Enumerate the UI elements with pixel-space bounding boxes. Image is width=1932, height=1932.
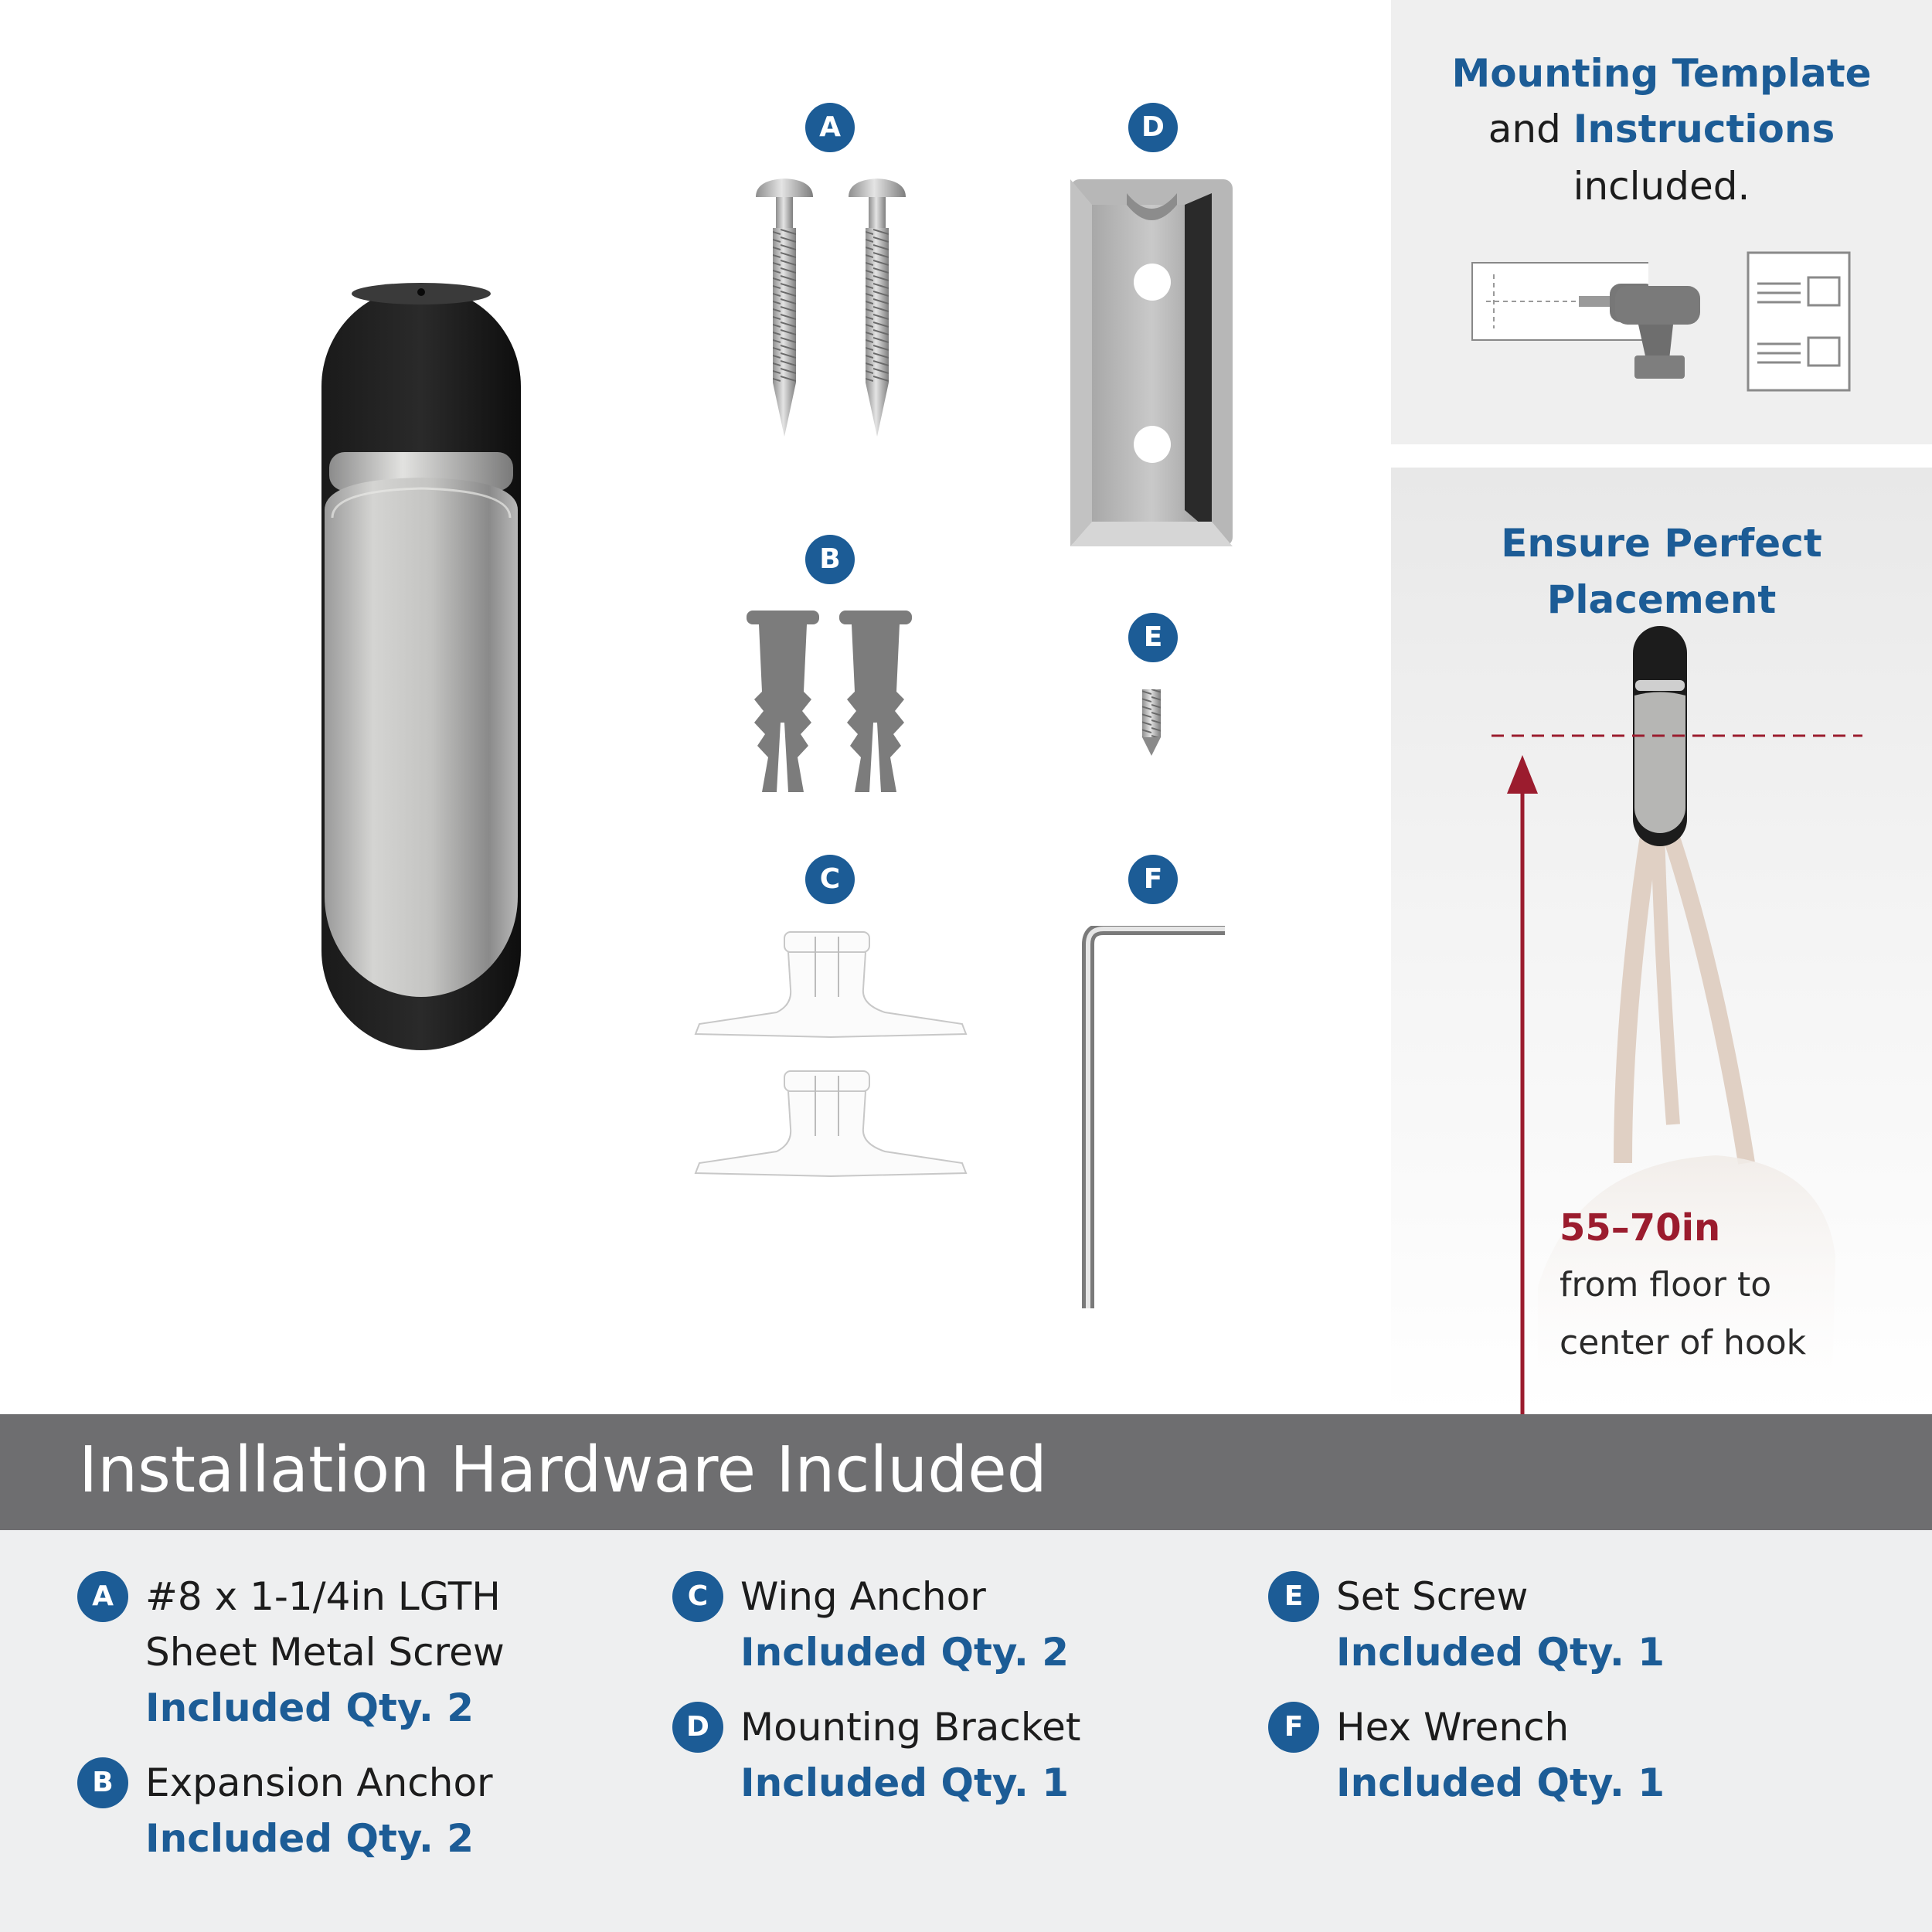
legend-badge-a: A xyxy=(77,1571,128,1622)
placement-title-line2: Placement xyxy=(1546,577,1777,622)
expansion-anchor-image xyxy=(742,607,920,796)
legend-e-line1: Set Screw xyxy=(1336,1574,1529,1619)
sheet-metal-screw-image xyxy=(750,174,912,444)
template-title-line2 xyxy=(1391,101,1932,158)
badge-b: B xyxy=(805,535,855,584)
banner-title: Installation Hardware Included xyxy=(79,1434,1047,1507)
legend-f-qty: Included Qty. 1 xyxy=(1336,1760,1665,1805)
legend-b-line1: Expansion Anchor xyxy=(145,1760,493,1805)
legend-c-line1: Wing Anchor xyxy=(740,1574,986,1619)
legend-badge-d: D xyxy=(672,1702,723,1753)
set-screw-image xyxy=(1136,688,1167,757)
legend-c-qty: Included Qty. 2 xyxy=(740,1630,1070,1675)
legend-a-qty: Included Qty. 2 xyxy=(145,1685,474,1730)
coat-hook-product-image xyxy=(309,278,533,1066)
hex-wrench-image xyxy=(1082,926,1225,1312)
placement-title-line1: Ensure Perfect xyxy=(1501,521,1822,566)
legend-badge-e: E xyxy=(1268,1571,1319,1622)
legend-f-line1: Hex Wrench xyxy=(1336,1705,1570,1750)
placement-height-value: 55–70in xyxy=(1560,1206,1721,1250)
legend-item-e xyxy=(1336,1569,1665,1680)
legend-badge-b: B xyxy=(77,1757,128,1808)
legend-item-c xyxy=(740,1569,1069,1680)
placement-note-line2: center of hook xyxy=(1560,1323,1807,1362)
template-title-line1: Mounting Template xyxy=(1451,51,1872,96)
badge-c: C xyxy=(805,855,855,904)
badge-f: F xyxy=(1128,855,1178,904)
legend-item-b xyxy=(145,1755,493,1866)
legend-item-d xyxy=(740,1699,1080,1811)
mounting-template-panel xyxy=(1391,0,1932,444)
badge-d: D xyxy=(1128,103,1178,152)
instructions-document-icon xyxy=(1747,251,1851,392)
placement-note-line1: from floor to xyxy=(1560,1265,1772,1304)
legend-badge-c: C xyxy=(672,1571,723,1622)
template-title-instructions: Instructions xyxy=(1573,107,1835,151)
legend-d-line1: Mounting Bracket xyxy=(740,1705,1081,1750)
legend-b-qty: Included Qty. 2 xyxy=(145,1816,474,1861)
legend-e-qty: Included Qty. 1 xyxy=(1336,1630,1665,1675)
legend-item-a xyxy=(145,1569,505,1736)
badge-a: A xyxy=(805,103,855,152)
installation-hardware-banner xyxy=(0,1414,1932,1530)
drill-icon xyxy=(1600,278,1708,383)
template-title-and: and xyxy=(1488,107,1573,151)
mounting-bracket-image xyxy=(1069,178,1235,549)
legend-a-line1: #8 x 1-1/4in LGTH xyxy=(145,1574,501,1619)
hardware-legend xyxy=(0,1530,1932,1932)
wing-anchor-image xyxy=(692,927,970,1182)
legend-item-f xyxy=(1336,1699,1665,1811)
legend-a-line2: Sheet Metal Screw xyxy=(145,1630,505,1675)
template-title-line3: included. xyxy=(1573,164,1750,209)
legend-badge-f: F xyxy=(1268,1702,1319,1753)
legend-d-qty: Included Qty. 1 xyxy=(740,1760,1070,1805)
badge-e: E xyxy=(1128,613,1178,662)
placement-panel xyxy=(1391,468,1932,1414)
